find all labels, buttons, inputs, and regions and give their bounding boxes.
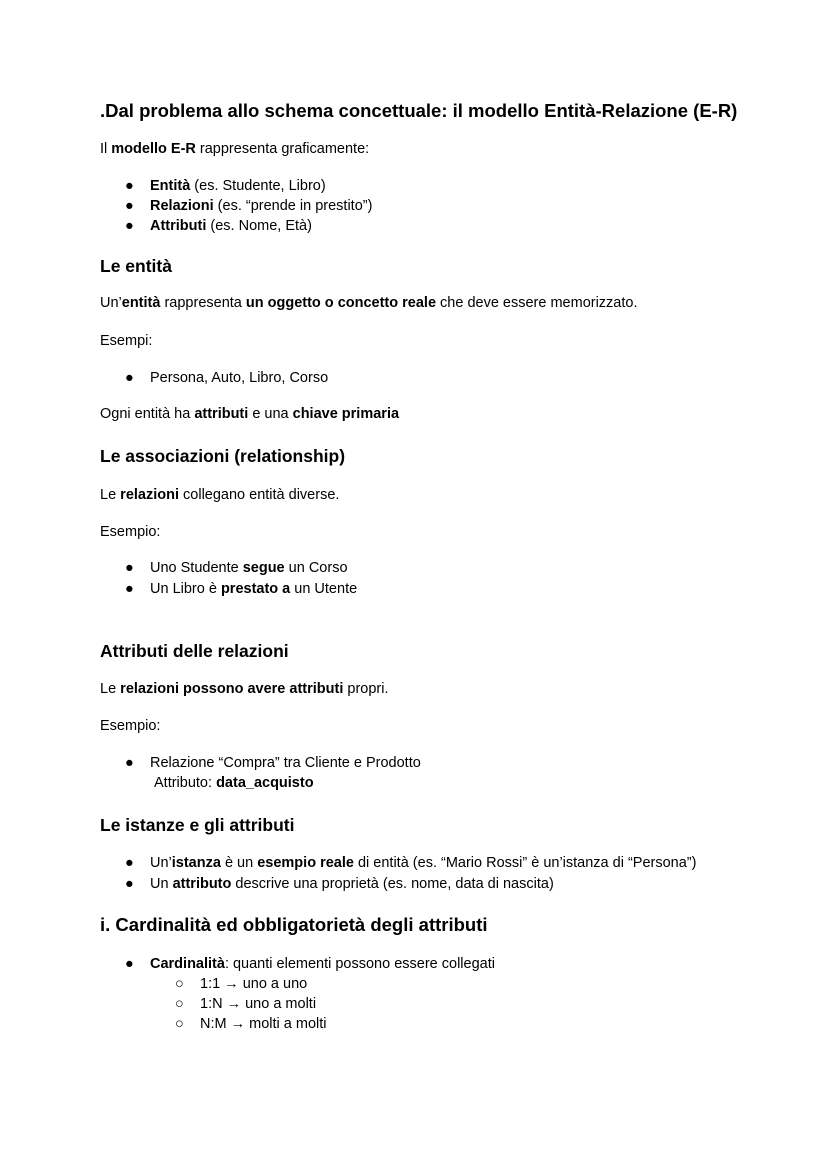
section-heading-istanze: Le istanze e gli attributi — [100, 815, 295, 835]
attributi-relazioni-paragraph: Le relazioni possono avere attributi propri. — [100, 681, 389, 697]
bullet-icon: ● — [125, 755, 134, 771]
section-heading-attributi-relazioni: Attributi delle relazioni — [100, 641, 289, 661]
section-heading-entita: Le entità — [100, 256, 172, 276]
bullet-icon: ● — [125, 855, 134, 871]
section-heading-cardinalita: i. Cardinalità ed obbligatorietà degli attributi — [100, 914, 488, 935]
bullet-icon: ● — [125, 956, 134, 972]
attributo-line: Attributo: data_acquisto — [154, 775, 314, 791]
bullet-icon: ● — [125, 370, 134, 386]
entita-paragraph: Un’entità rappresenta un oggetto o concetto reale che deve essere memorizzato. — [100, 295, 638, 311]
entita-paragraph-2: Ogni entità ha attributi e una chiave primaria — [100, 406, 400, 422]
bullet-icon: ● — [125, 218, 134, 234]
esempi-label: Esempi: — [100, 333, 153, 349]
intro-paragraph: Il modello E-R rappresenta graficamente: — [100, 141, 370, 157]
associazioni-paragraph: Le relazioni collegano entità diverse. — [100, 487, 340, 503]
section-heading-associazioni: Le associazioni (relationship) — [100, 446, 346, 466]
bullet-icon: ● — [125, 876, 134, 892]
circle-bullet-icon: ○ — [175, 1016, 184, 1032]
circle-bullet-icon: ○ — [175, 976, 184, 992]
document-page: .Dal problema allo schema concettuale: il modello Entità-Relazione (E-R) Il modello E-R rappresenta graficamente: ● Entità (es. Studente, Libro) ● Relazioni (es. “prende in prestito”) ● Attributi (es. Nome, Età) Le entità Un’entità rappresenta un oggetto o concetto reale che deve essere memorizzato. Esempi: ● Persona, Auto, Libro, Corso Ogni entità ha attributi e una chiave primaria Le associazioni (relationship) Le relazioni collegano entità diverse. Esempio: ● Uno Studente segue un Corso ● Un Libro è prestato a un Utente Attributi delle relazioni Le relazioni possono avere attributi propri. Esempio: ● Relazione “Compra” tra Cliente e Prodotto Attributo: data_acquisto Le istanze e gli attributi ● Un’istanza è un esempio reale di entità (es. “Mario Rossi” è un’istanza di “Persona”) ● Un attributo descrive una proprietà (es. nome, data di nascita) i. Cardinalità ed obbligatorietà degli attributi ● Cardinalità: quanti elementi possono essere collegati ○ 1:1 → uno a uno ○ 1:N → uno a molti ○ N:M → molti a molti — [100, 100, 738, 1032]
page-title: .Dal problema allo schema concettuale: il modello Entità-Relazione (E-R) — [100, 100, 738, 121]
bullet-icon: ● — [125, 581, 134, 597]
esempio-label: Esempio: — [100, 524, 161, 540]
esempio-label: Esempio: — [100, 718, 161, 734]
bullet-icon: ● — [125, 198, 134, 214]
bullet-icon: ● — [125, 560, 134, 576]
bullet-icon: ● — [125, 178, 134, 194]
circle-bullet-icon: ○ — [175, 996, 184, 1012]
